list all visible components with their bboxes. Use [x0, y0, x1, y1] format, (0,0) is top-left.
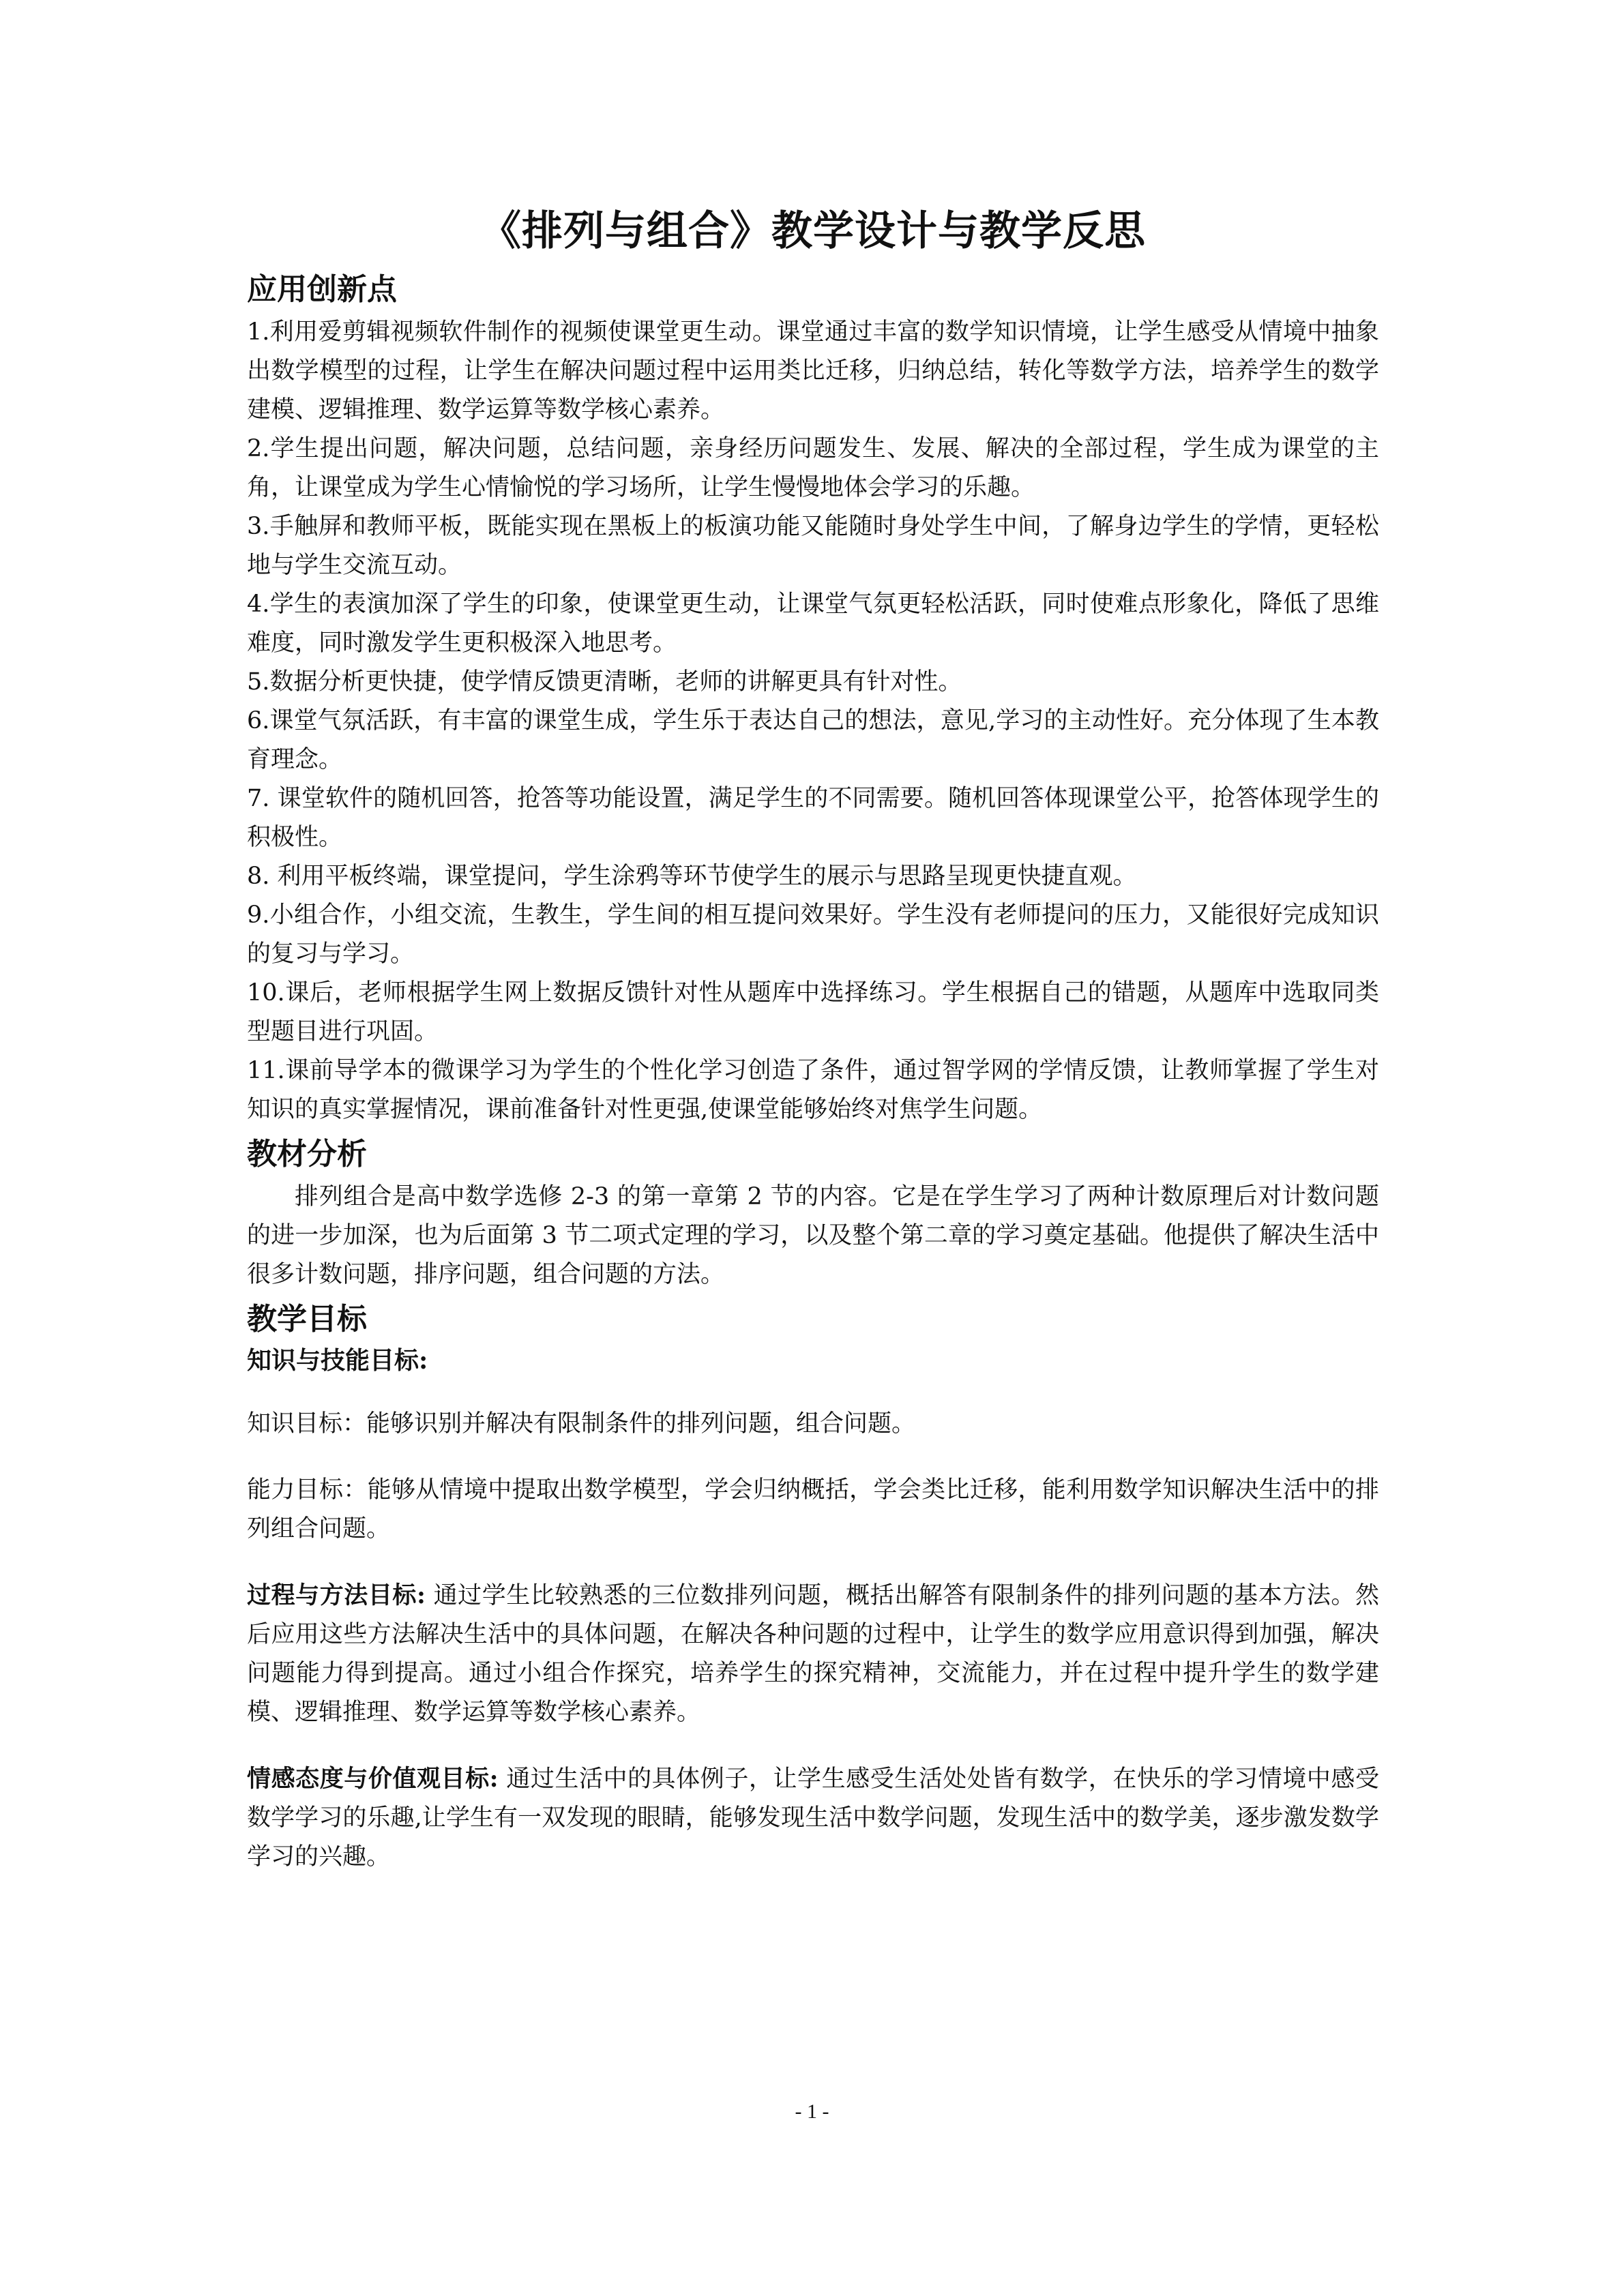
emotion-value-label: 情感态度与价值观目标:: [247, 1764, 499, 1793]
section-heading-innovation: 应用创新点: [247, 272, 397, 307]
page-content: [247, 205, 1379, 1877]
innovation-item-5: 5.数据分析更快捷，使学情反馈更清晰，老师的讲解更具有针对性。: [247, 668, 962, 696]
ability-goal: 能力目标：能够从情境中提取出数学模型，学会归纳概括，学会类比迁移，能利用数学知识解决生活中的排列组合问题。: [247, 1476, 1379, 1542]
section-textbook-analysis: [247, 1135, 1379, 1294]
innovation-item-6: 6.课堂气氛活跃，有丰富的课堂生成，学生乐于表达自己的想法，意见,学习的主动性好。充分体现了生本教育理念。: [247, 707, 1379, 774]
process-method-label: 过程与方法目标:: [247, 1581, 426, 1609]
innovation-item-8: 8. 利用平板终端，课堂提问，学生涂鸦等环节使学生的展示与思路呈现更快捷直观。: [247, 863, 1137, 891]
section-heading-goals: 教学目标: [247, 1302, 367, 1337]
section-innovation: [247, 270, 1379, 1129]
page-number: - 1 -: [795, 2100, 829, 2123]
document-title: 《排列与组合》教学设计与教学反思: [480, 207, 1146, 255]
innovation-item-9: 9.小组合作，小组交流，生教生，学生间的相互提问效果好。学生没有老师提问的压力，又能很好完成知识的复习与学习。: [247, 901, 1379, 968]
process-method-goal: [247, 1576, 1379, 1732]
section-heading-textbook: 教材分析: [247, 1137, 367, 1172]
innovation-item-10: 10.课后，老师根据学生网上数据反馈针对性从题库中选择练习。学生根据自己的错题，从题库中选取同类型题目进行巩固。: [247, 979, 1379, 1046]
innovation-item-7: 7. 课堂软件的随机回答，抢答等功能设置，满足学生的不同需要。随机回答体现课堂公平，抢答体现学生的积极性。: [247, 785, 1379, 852]
innovation-item-4: 4.学生的表演加深了学生的印象，使课堂更生动，让课堂气氛更轻松活跃，同时使难点形象化，降低了思维难度，同时激发学生更积极深入地思考。: [247, 591, 1379, 657]
innovation-item-1: 1.利用爱剪辑视频软件制作的视频使课堂更生动。课堂通过丰富的数学知识情境，让学生感受从情境中抽象出数学模型的过程，让学生在解决问题过程中运用类比迁移，归纳总结，转化等数学方法，培养学生的数学建模、逻辑推理、数学运算等数学核心素养。: [247, 318, 1379, 424]
emotion-value-body: 通过生活中的具体例子，让学生感受生活处处皆有数学，在快乐的学习情境中感受数学学习的乐趣,让学生有一双发现的眼睛，能够发现生活中数学问题，发现生活中的数学美，逐步激发数学学习的兴趣。: [247, 1765, 1379, 1870]
innovation-item-3: 3.手触屏和教师平板，既能实现在黑板上的板演功能又能随时身处学生中间，了解身边学生的学情，更轻松地与学生交流互动。: [247, 513, 1379, 580]
innovation-item-2: 2.学生提出问题，解决问题，总结问题，亲身经历问题发生、发展、解决的全部过程，学生成为课堂的主角，让课堂成为学生心情愉悦的学习场所，让学生慢慢地体会学习的乐趣。: [247, 435, 1379, 502]
innovation-item-11: 11.课前导学本的微课学习为学生的个性化学习创造了条件，通过智学网的学情反馈，让教师掌握了学生对知识的真实掌握情况，课前准备针对性更强,使课堂能够始终对焦学生问题。: [247, 1057, 1379, 1124]
textbook-analysis-body: 排列组合是高中数学选修 2-3 的第一章第 2 节的内容。它是在学生学习了两种计数原理后对计数问题的进一步加深，也为后面第 3 节二项式定理的学习，以及整个第二章的学习奠定基础。他提供了解决生活中很多计数问题，排序问题，组合问题的方法。: [247, 1183, 1379, 1289]
knowledge-goal: 知识目标：能够识别并解决有限制条件的排列问题，组合问题。: [247, 1410, 916, 1437]
knowledge-skill-heading: 知识与技能目标:: [247, 1345, 428, 1375]
emotion-value-goal: [247, 1759, 1379, 1877]
process-method-body: 通过学生比较熟悉的三位数排列问题，概括出解答有限制条件的排列问题的基本方法。然后应用这些方法解决生活中的具体问题，在解决各种问题的过程中，让学生的数学应用意识得到加强，解决问题能力得到提高。通过小组合作探究，培养学生的探究精神，交流能力，并在过程中提升学生的数学建模、逻辑推理、数学运算等数学核心素养。: [247, 1581, 1379, 1726]
section-teaching-goals: [247, 1300, 1379, 1877]
